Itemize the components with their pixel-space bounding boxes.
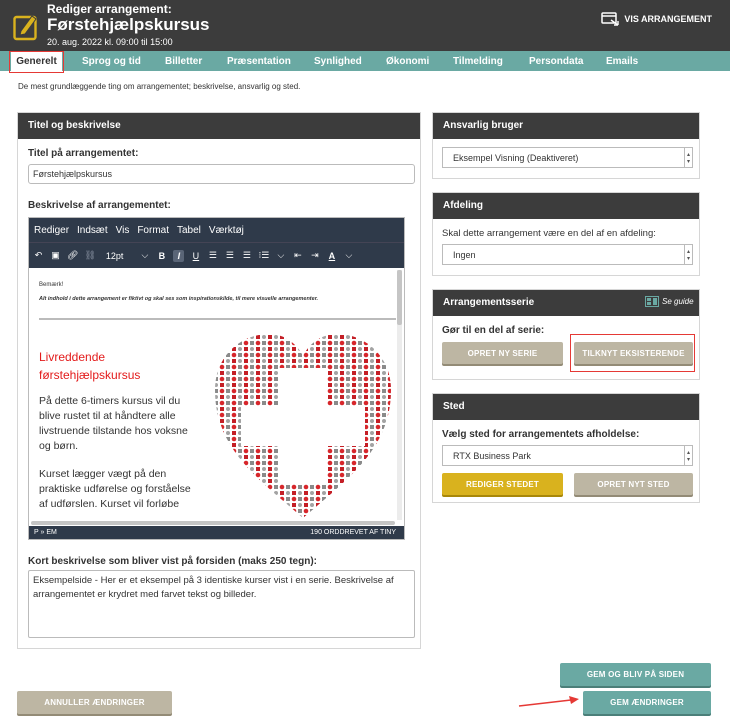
rich-text-editor bbox=[28, 217, 405, 540]
tab-persondata[interactable]: Persondata bbox=[529, 56, 584, 67]
word-count: 190 ORDDREVET AF TINY bbox=[310, 529, 396, 536]
red-arrow-annotation bbox=[517, 695, 581, 709]
gem-og-bliv-button[interactable]: GEM OG BLIV PÅ SIDEN bbox=[560, 663, 711, 686]
tab-billetter[interactable]: Billetter bbox=[165, 56, 203, 67]
align-left-icon[interactable]: ☰ bbox=[208, 250, 217, 260]
afdeling-panel-head: Afdeling bbox=[433, 193, 699, 219]
bullet-list-icon[interactable]: ⁝☰ bbox=[258, 250, 270, 260]
vis-arrangement-label: VIS ARRANGEMENT bbox=[624, 14, 712, 24]
tilknyt-eksisterende-button[interactable]: TILKNYT EKSISTERENDE bbox=[574, 342, 693, 364]
kort-label: Kort beskrivelse som bliver vist på forsiden (maks 250 tegn): bbox=[28, 556, 317, 567]
short-description-textarea[interactable]: Eksempelside - Her er et eksempel på 3 identiske kurser vist i en serie. Beskrivelse af arrangementet er krydret med farvet tekst og billeder. bbox=[28, 570, 415, 638]
tab-generelt[interactable]: Generelt bbox=[11, 52, 62, 71]
editor-toolbar bbox=[29, 242, 404, 268]
select-arrow-icon: ▴ ▾ bbox=[684, 148, 692, 167]
align-right-icon[interactable]: ☰ bbox=[242, 250, 251, 260]
bold-icon[interactable]: B bbox=[158, 250, 166, 261]
content-paragraph-2: Kurset lægger vægt på den praktiske udførelse og forståelse af udførslen. Kurset vil forløbe bbox=[39, 468, 191, 510]
guide-icon bbox=[645, 296, 659, 307]
heart-cross-image bbox=[207, 328, 399, 523]
opret-nyt-sted-button[interactable]: OPRET NYT STED bbox=[574, 473, 693, 495]
rediger-stedet-button[interactable]: REDIGER STEDET bbox=[442, 473, 563, 495]
afdeling-question: Skal dette arrangement være en del af en afdeling: bbox=[442, 228, 656, 239]
chevron-down-icon: ⌵ bbox=[141, 250, 149, 260]
menu-format[interactable]: Format bbox=[137, 224, 169, 236]
outdent-icon[interactable]: ⇤ bbox=[294, 250, 302, 260]
content-heading: Livreddende førstehjælpskursus bbox=[39, 350, 141, 382]
editor-vertical-scrollbar[interactable] bbox=[397, 270, 402, 520]
select-arrow-icon: ▴ ▾ bbox=[684, 446, 692, 465]
ansvarlig-panel bbox=[432, 112, 700, 179]
editor-statusbar bbox=[29, 526, 404, 539]
serie-panel-title: Arrangementsserie bbox=[443, 297, 535, 308]
tab-tilmelding[interactable]: Tilmelding bbox=[453, 56, 503, 67]
italic-icon[interactable]: I bbox=[173, 250, 184, 262]
menu-indsaet[interactable]: Indsæt bbox=[77, 224, 108, 236]
tab-sprog-og-tid[interactable]: Sprog og tid bbox=[82, 56, 141, 67]
menu-tabel[interactable]: Tabel bbox=[177, 224, 201, 236]
header-pre-title: Rediger arrangement: bbox=[47, 2, 172, 16]
event-date: 20. aug. 2022 kl. 09:00 til 15:00 bbox=[47, 37, 173, 47]
annuller-button[interactable]: ANNULLER ÆNDRINGER bbox=[17, 691, 172, 714]
vis-arrangement-button[interactable] bbox=[601, 12, 712, 26]
ansvarlig-select[interactable] bbox=[442, 147, 693, 168]
tab-emails[interactable]: Emails bbox=[606, 56, 639, 67]
description-label: Beskrivelse af arrangementet: bbox=[28, 200, 171, 211]
chevron-down-icon: ⌵ bbox=[277, 250, 285, 260]
ansvarlig-value: Eksempel Visning (Deaktiveret) bbox=[453, 152, 579, 163]
text-color-icon[interactable]: A bbox=[328, 250, 336, 261]
se-guide-label: Se guide bbox=[662, 297, 694, 306]
tab-bar bbox=[0, 51, 730, 71]
tab-praesentation[interactable]: Præsentation bbox=[227, 56, 291, 67]
chevron-down-icon: ⌵ bbox=[345, 250, 353, 260]
font-size-select[interactable]: 12pt bbox=[105, 250, 124, 261]
indent-icon[interactable]: ⇥ bbox=[311, 250, 319, 260]
content-paragraph-1: På dette 6-timers kursus vil du blive rustet til at håndtere alle livstruende tilstande hos voksne og børn. bbox=[39, 395, 188, 452]
titel-panel-head: Titel og beskrivelse bbox=[18, 113, 420, 139]
editor-content[interactable] bbox=[29, 268, 404, 526]
se-guide-link[interactable] bbox=[645, 296, 694, 307]
align-center-icon[interactable]: ☰ bbox=[225, 250, 234, 260]
sted-select[interactable] bbox=[442, 445, 693, 466]
note-title: Bemærk! bbox=[39, 282, 64, 288]
sted-panel-head: Sted bbox=[433, 394, 699, 420]
menu-rediger[interactable]: Rediger bbox=[34, 224, 70, 236]
select-arrow-icon: ▴ ▾ bbox=[684, 245, 692, 264]
sted-question: Vælg sted for arrangementets afholdelse: bbox=[442, 429, 640, 440]
menu-vaerktoej[interactable]: Værktøj bbox=[208, 224, 244, 236]
undo-icon[interactable]: ↶ bbox=[34, 250, 43, 260]
gem-aendringer-button[interactable]: GEM ÆNDRINGER bbox=[583, 691, 711, 714]
afdeling-select[interactable] bbox=[442, 244, 693, 265]
edit-note-icon bbox=[13, 11, 39, 41]
note-text: Alt indhold i dette arrangement er fiktivt og skal ses som inspirationskilde, til mere visuelle arrangementer. bbox=[39, 296, 319, 302]
divider bbox=[39, 318, 396, 320]
title-input[interactable]: Førstehjælpskursus bbox=[28, 164, 415, 184]
link-icon[interactable]: 🔗︎ bbox=[67, 250, 79, 260]
page-title: Førstehjælpskursus bbox=[47, 15, 210, 34]
ansvarlig-panel-head: Ansvarlig bruger bbox=[433, 113, 699, 139]
image-icon[interactable]: ▣ bbox=[51, 250, 60, 260]
preview-window-icon bbox=[601, 12, 619, 26]
underline-icon[interactable]: U bbox=[192, 250, 200, 261]
unlink-icon[interactable]: ⛓︎ bbox=[84, 250, 96, 260]
serie-question: Gør til en del af serie: bbox=[442, 325, 545, 336]
element-path: P » EM bbox=[34, 529, 57, 536]
opret-ny-serie-button[interactable]: OPRET NY SERIE bbox=[442, 342, 563, 364]
editor-menubar bbox=[29, 218, 404, 242]
intro-text: De mest grundlæggende ting om arrangementet; beskrivelse, ansvarlig og sted. bbox=[18, 82, 301, 91]
afdeling-value: Ingen bbox=[453, 249, 476, 260]
tab-synlighed[interactable]: Synlighed bbox=[314, 56, 362, 67]
title-label: Titel på arrangementet: bbox=[28, 148, 139, 159]
menu-vis[interactable]: Vis bbox=[115, 224, 130, 236]
sted-value: RTX Business Park bbox=[453, 450, 531, 461]
tab-okonomi[interactable]: Økonomi bbox=[386, 56, 430, 67]
page-header bbox=[0, 0, 730, 51]
editor-horizontal-scrollbar[interactable] bbox=[31, 521, 395, 525]
